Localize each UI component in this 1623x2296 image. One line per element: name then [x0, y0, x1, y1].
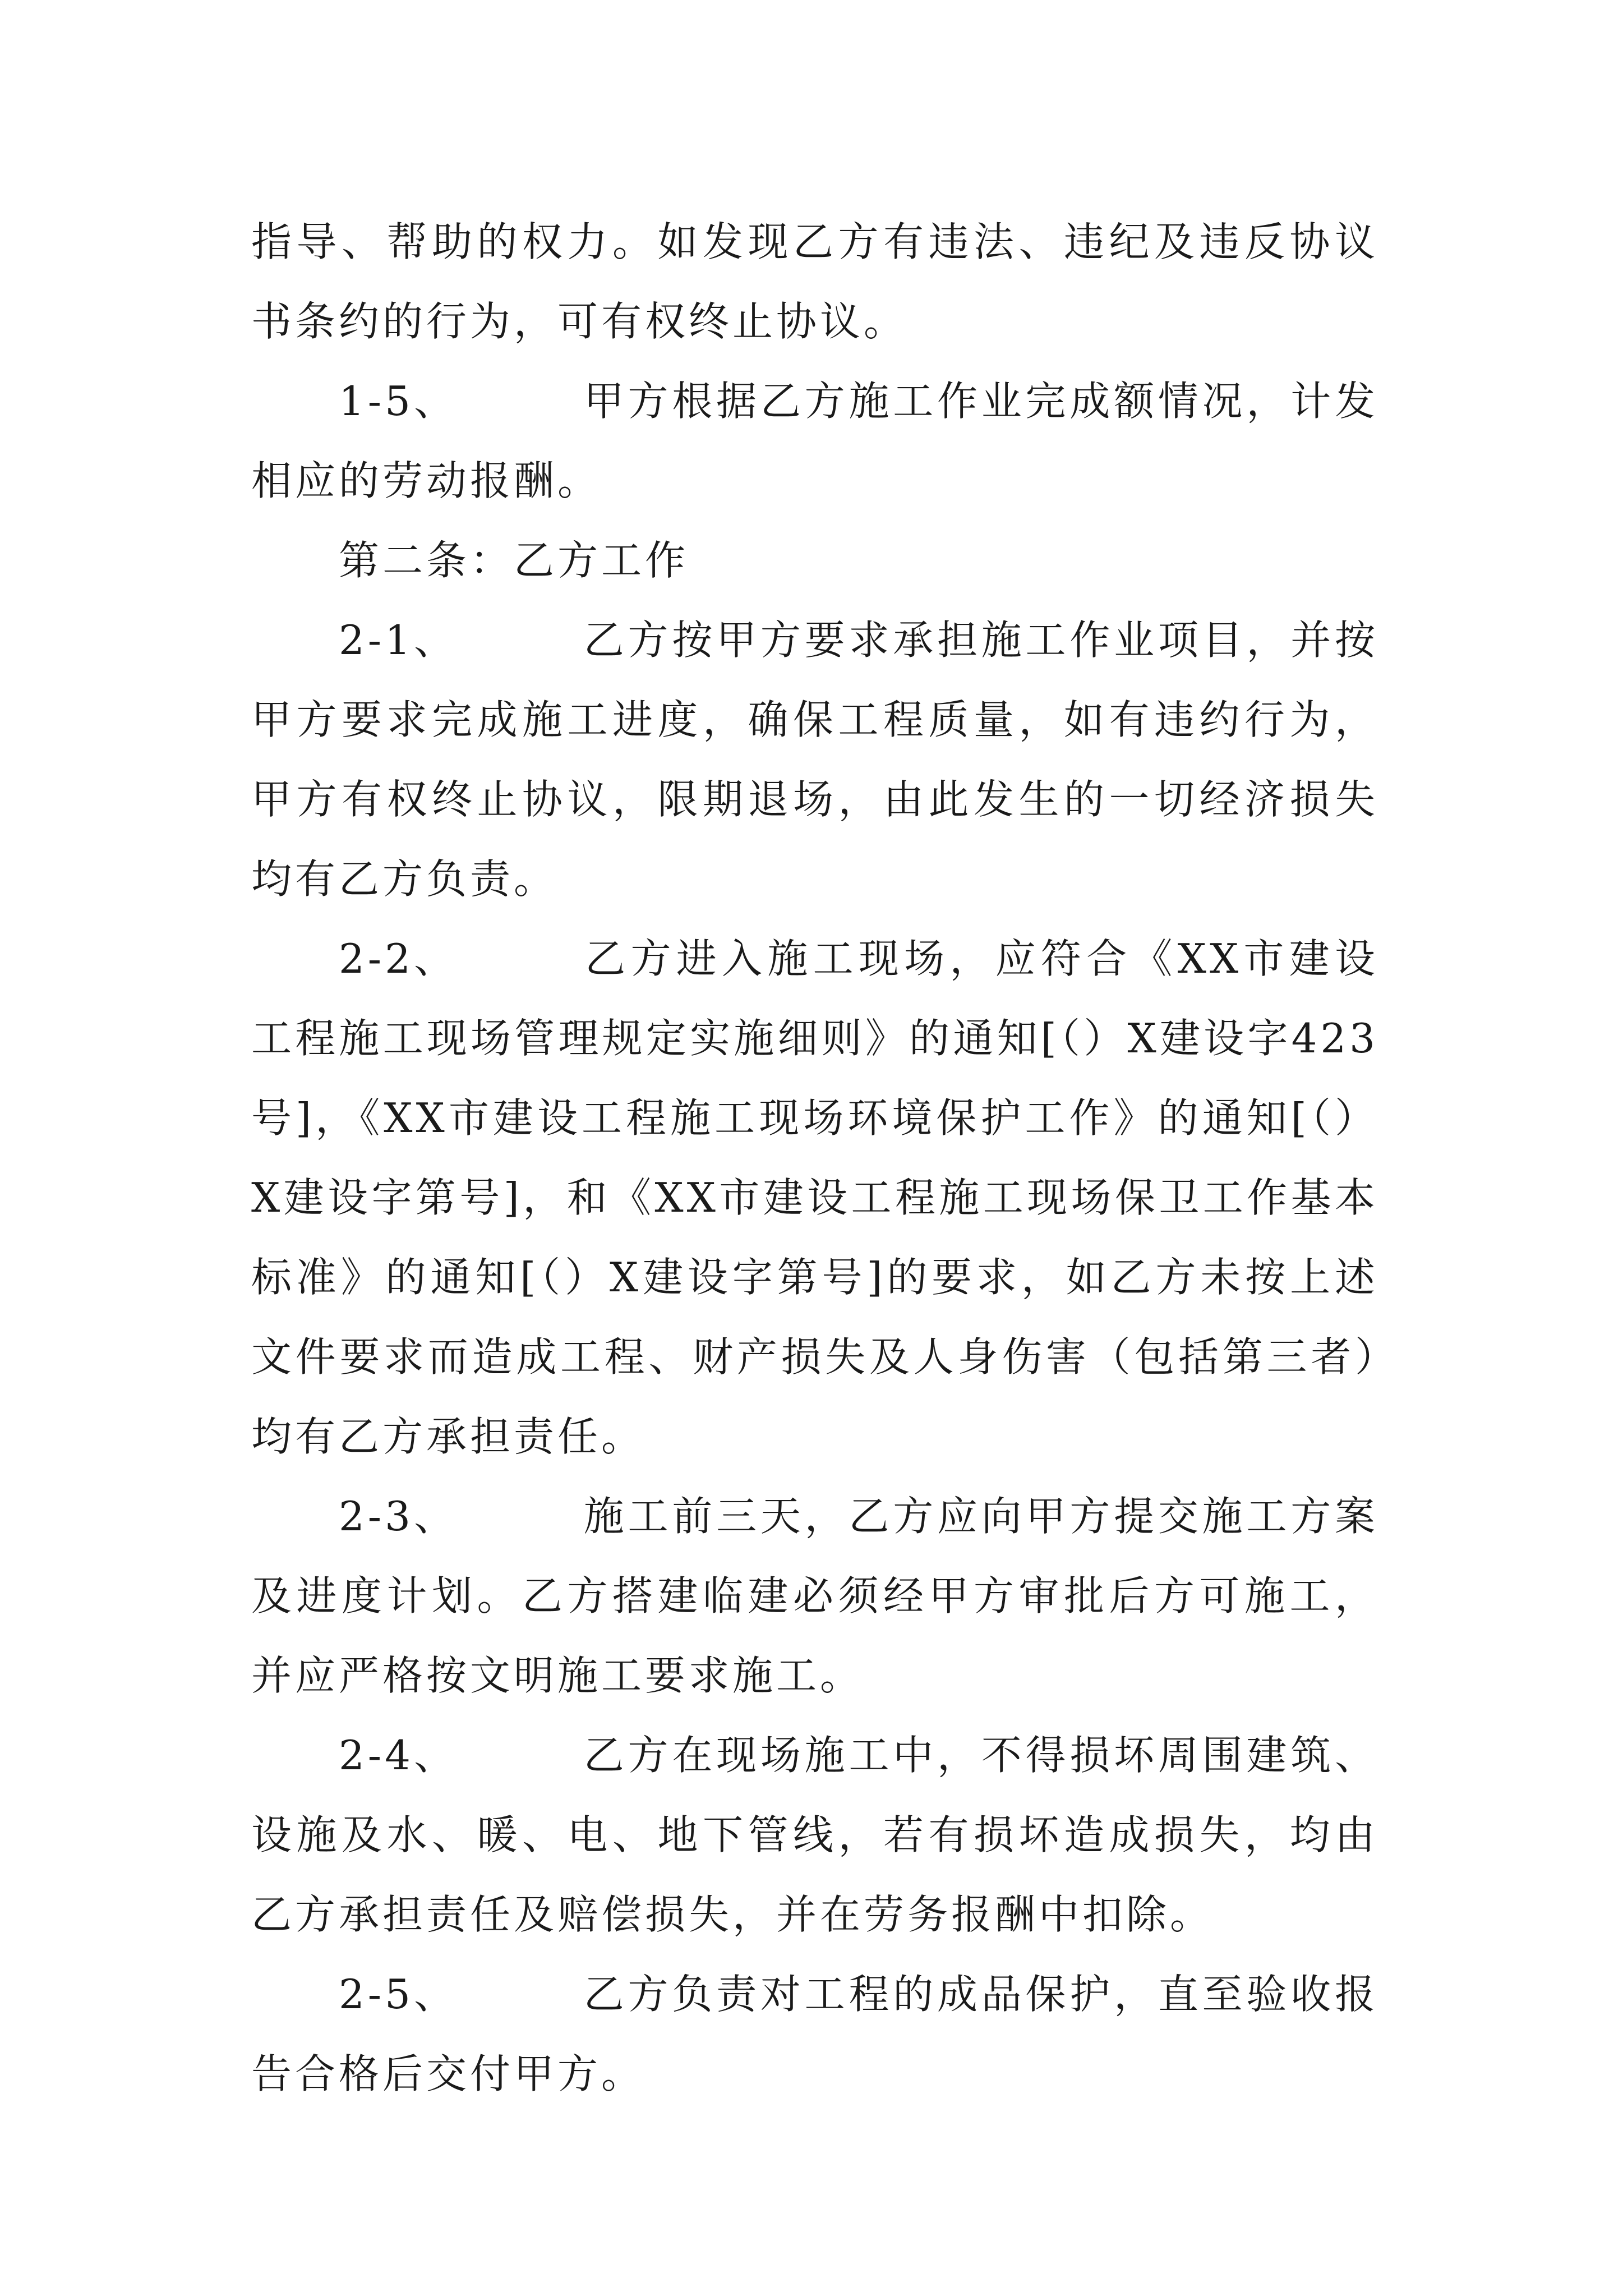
- clause-2-2: [251, 919, 1378, 1476]
- clause-text: 乙方按甲方要求承担施工作业项目，并按甲方要求完成施工进度，确保工程质量，如有违约行为，甲方有权终止协议，限期退场，由此发生的一切经济损失均有乙方负责。: [251, 616, 1378, 903]
- clause-number: 2-4、: [339, 1732, 458, 1779]
- clause-text: 乙方在现场施工中，不得损坏周围建筑、设施及水、暖、电、地下管线，若有损坏造成损失，均由乙方承担责任及赔偿损失，并在劳务报酬中扣除。: [251, 1732, 1378, 1938]
- clause-text: 乙方进入施工现场，应符合《XX市建设工程施工现场管理规定实施细则》的通知[（）X建设字423号]，《XX市建设工程施工现场环境保护工作》的通知[（）X建设字第号]，和《XX市建设工程施工现场保卫工作基本标准》的通知[（）X建设字第号]的要求，如乙方未按上述文件要求而造成工程、财产损失及人身伤害（包括第三者）均有乙方承担责任。: [251, 935, 1378, 1460]
- clause-2-5: [251, 1954, 1378, 2114]
- clause-2-4: [251, 1715, 1378, 1954]
- clause-number: 2-2、: [339, 935, 458, 982]
- clause-text: 施工前三天，乙方应向甲方提交施工方案及进度计划。乙方搭建临建必须经甲方审批后方可施工，并应严格按文明施工要求施工。: [251, 1493, 1378, 1699]
- clause-1-5: [251, 361, 1378, 521]
- clause-2-1: [251, 600, 1378, 919]
- clause-text: 甲方根据乙方施工作业完成额情况，计发相应的劳动报酬。: [251, 378, 1378, 504]
- clause-number: 2-1、: [339, 616, 458, 664]
- clause-2-3: [251, 1476, 1378, 1715]
- heading-text: 第二条：乙方工作: [339, 537, 689, 584]
- paragraph-text: 指导、帮助的权力。如发现乙方有违法、违纪及违反协议书条约的行为，可有权终止协议。: [251, 218, 1378, 345]
- document-page: [251, 202, 1378, 2114]
- clause-number: 1-5、: [339, 378, 458, 425]
- clause-number: 2-3、: [339, 1493, 458, 1540]
- section-heading-article-2: [251, 521, 1378, 600]
- clause-text: 乙方负责对工程的成品保护，直至验收报告合格后交付甲方。: [251, 1971, 1378, 2097]
- paragraph-continuation: [251, 202, 1378, 361]
- clause-number: 2-5、: [339, 1971, 458, 2018]
